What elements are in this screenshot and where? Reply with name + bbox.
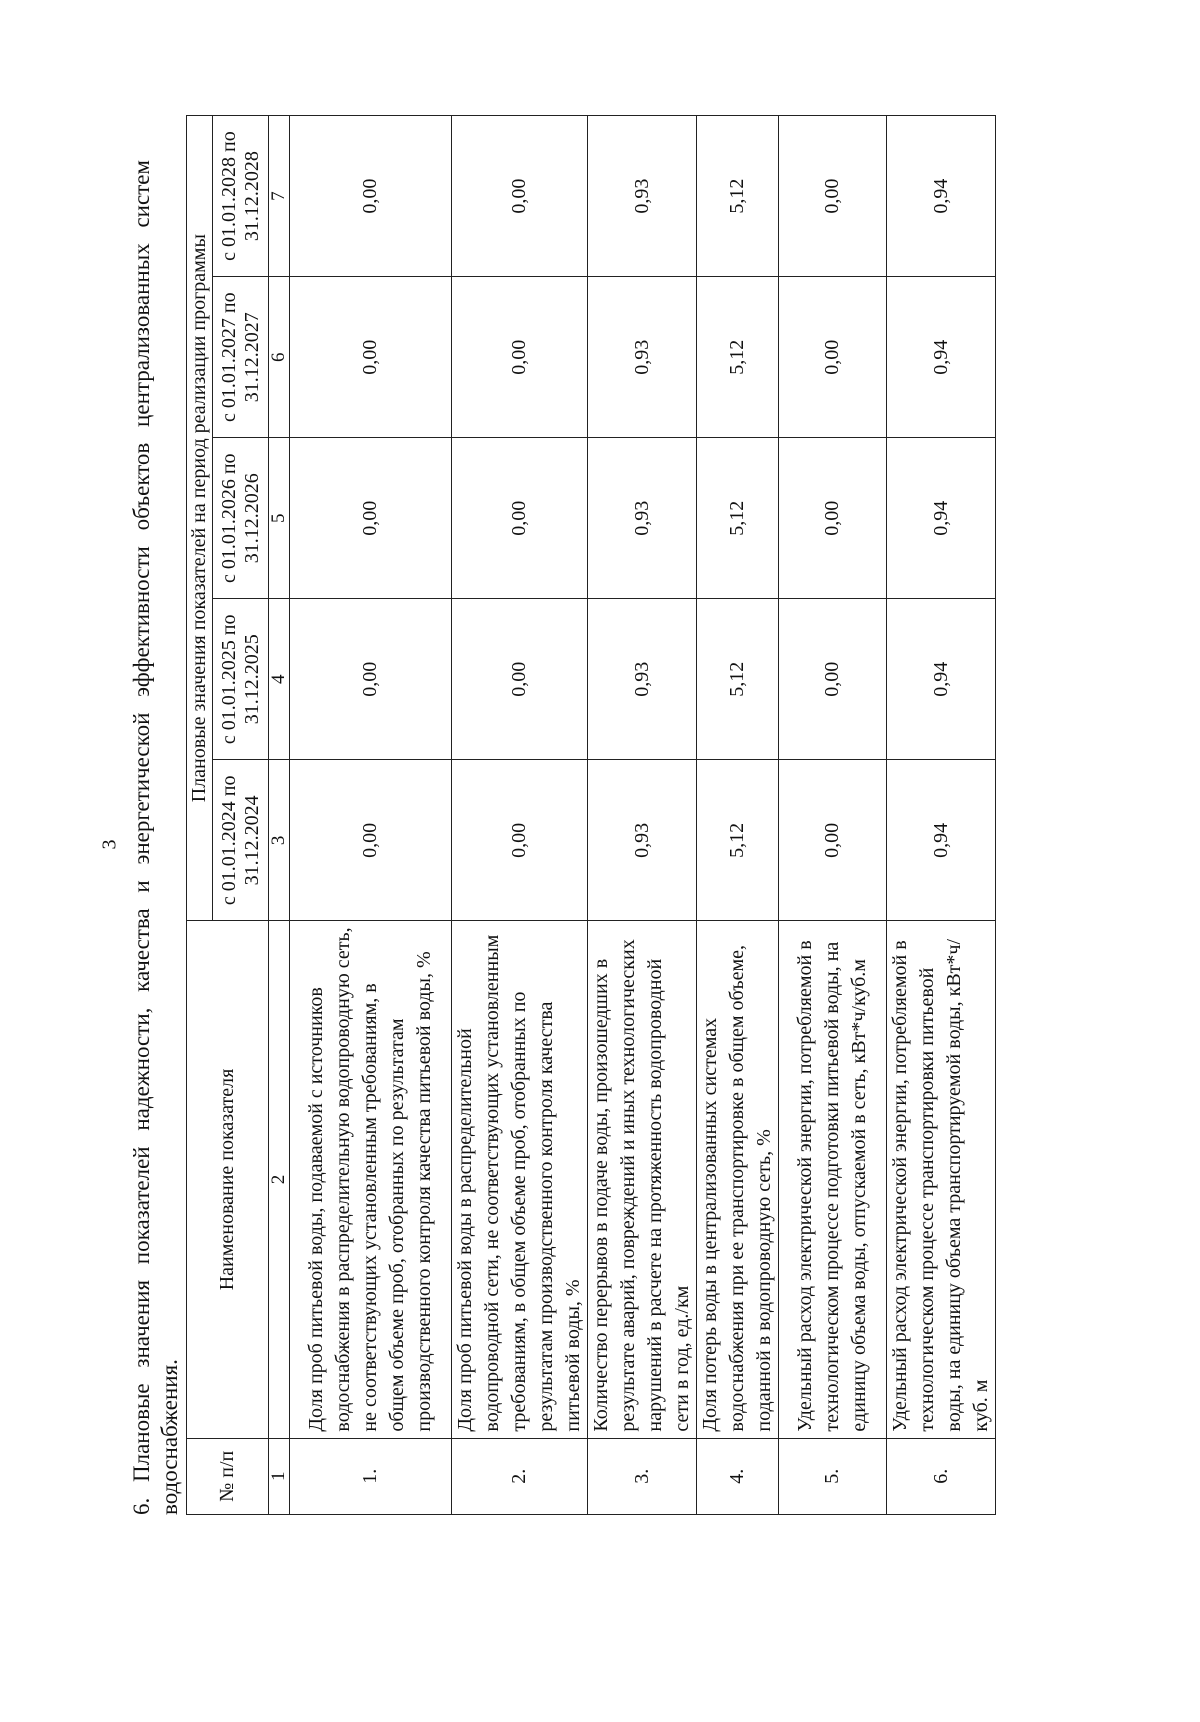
row-number: 3. (588, 1438, 697, 1514)
column-index: 7 (269, 116, 290, 277)
value-cell: 5,12 (697, 438, 779, 599)
value-cell: 5,12 (697, 760, 779, 921)
column-index: 6 (269, 277, 290, 438)
rotated-content (128, 131, 1138, 1555)
value-cell: 0,94 (887, 438, 996, 599)
value-cell: 5,12 (697, 599, 779, 760)
header-period-2027: с 01.01.2027 по 31.12.2027 (213, 277, 269, 438)
value-cell: 0,00 (290, 116, 452, 277)
value-cell: 0,00 (452, 277, 588, 438)
header-indicator-name: Наименование показателя (187, 921, 269, 1438)
value-cell: 0,93 (588, 277, 697, 438)
table-row (588, 116, 697, 1515)
section-heading: 6. Плановые значения показателей надежности, качества и энергетической эффективности объектов централизованных систем водоснабжения. (129, 160, 182, 1515)
table-row (452, 116, 588, 1515)
row-number: 6. (887, 1438, 996, 1514)
value-cell: 0,00 (290, 760, 452, 921)
value-cell: 0,00 (779, 438, 887, 599)
value-cell: 0,94 (887, 599, 996, 760)
table-row (290, 116, 452, 1515)
column-index: 1 (269, 1438, 290, 1514)
value-cell: 0,00 (452, 438, 588, 599)
value-cell: 5,12 (697, 116, 779, 277)
value-cell: 0,00 (779, 760, 887, 921)
row-number: 5. (779, 1438, 887, 1514)
header-number: № п/п (187, 1438, 269, 1514)
value-cell: 0,00 (290, 599, 452, 760)
indicator-name: Удельный расход электрической энергии, потребляемой в технологическом процессе транспортировки питьевой воды, на единицу объема транспортируемой воды, кВт*ч/куб. м (887, 921, 996, 1438)
column-index: 5 (269, 438, 290, 599)
indicator-name: Удельный расход электрической энергии, потребляемой в технологическом процессе подготовки питьевой воды, на единицу объема воды, отпускаемой в сеть, кВт*ч/куб.м (779, 921, 887, 1438)
column-index: 2 (269, 921, 290, 1438)
value-cell: 0,94 (887, 760, 996, 921)
header-period-2024: с 01.01.2024 по 31.12.2024 (213, 760, 269, 921)
value-cell: 0,00 (452, 760, 588, 921)
page-number: 3 (98, 839, 121, 850)
table-row (697, 116, 779, 1515)
header-period-2025: с 01.01.2025 по 31.12.2025 (213, 599, 269, 760)
column-index: 3 (269, 760, 290, 921)
indicator-name: Доля потерь воды в централизованных системах водоснабжения при ее транспортировке в общем объеме, поданной в водопроводную сеть, % (697, 921, 779, 1438)
value-cell: 0,93 (588, 438, 697, 599)
column-index-row (269, 116, 290, 1515)
row-number: 1. (290, 1438, 452, 1514)
value-cell: 0,00 (779, 277, 887, 438)
value-cell: 0,00 (779, 599, 887, 760)
value-cell: 5,12 (697, 277, 779, 438)
indicator-name: Доля проб питьевой воды в распределительной водопроводной сети, не соответствующих установленным требованиям, в общем объеме проб, отобранных по результатам производственного контроля качества питьевой воды, % (452, 921, 588, 1438)
value-cell: 0,00 (290, 438, 452, 599)
value-cell: 0,00 (452, 116, 588, 277)
table-row (887, 116, 996, 1515)
value-cell: 0,93 (588, 599, 697, 760)
value-cell: 0,00 (452, 599, 588, 760)
header-period-2026: с 01.01.2026 по 31.12.2026 (213, 438, 269, 599)
value-cell: 0,94 (887, 116, 996, 277)
value-cell: 0,00 (779, 116, 887, 277)
header-period-2028: с 01.01.2028 по 31.12.2028 (213, 116, 269, 277)
indicator-name: Количество перерывов в подаче воды, произошедших в результате аварий, повреждений и иных технологических нарушений в расчете на протяженность водопроводной сети в год, ед./км (588, 921, 697, 1438)
row-number: 2. (452, 1438, 588, 1514)
value-cell: 0,93 (588, 116, 697, 277)
value-cell: 0,93 (588, 760, 697, 921)
table-row (779, 116, 887, 1515)
indicator-name: Доля проб питьевой воды, подаваемой с источников водоснабжения в распределительную водопроводную сеть, не соответствующих установленным требованиям, в общем объеме проб, отобранных по результатам производственного контроля качества питьевой воды, % (290, 921, 452, 1438)
value-cell: 0,94 (887, 277, 996, 438)
column-index: 4 (269, 599, 290, 760)
indicators-table (186, 115, 996, 1515)
row-number: 4. (697, 1438, 779, 1514)
value-cell: 0,00 (290, 277, 452, 438)
header-planned-values: Плановые значения показателей на период реализации программы (187, 116, 213, 921)
